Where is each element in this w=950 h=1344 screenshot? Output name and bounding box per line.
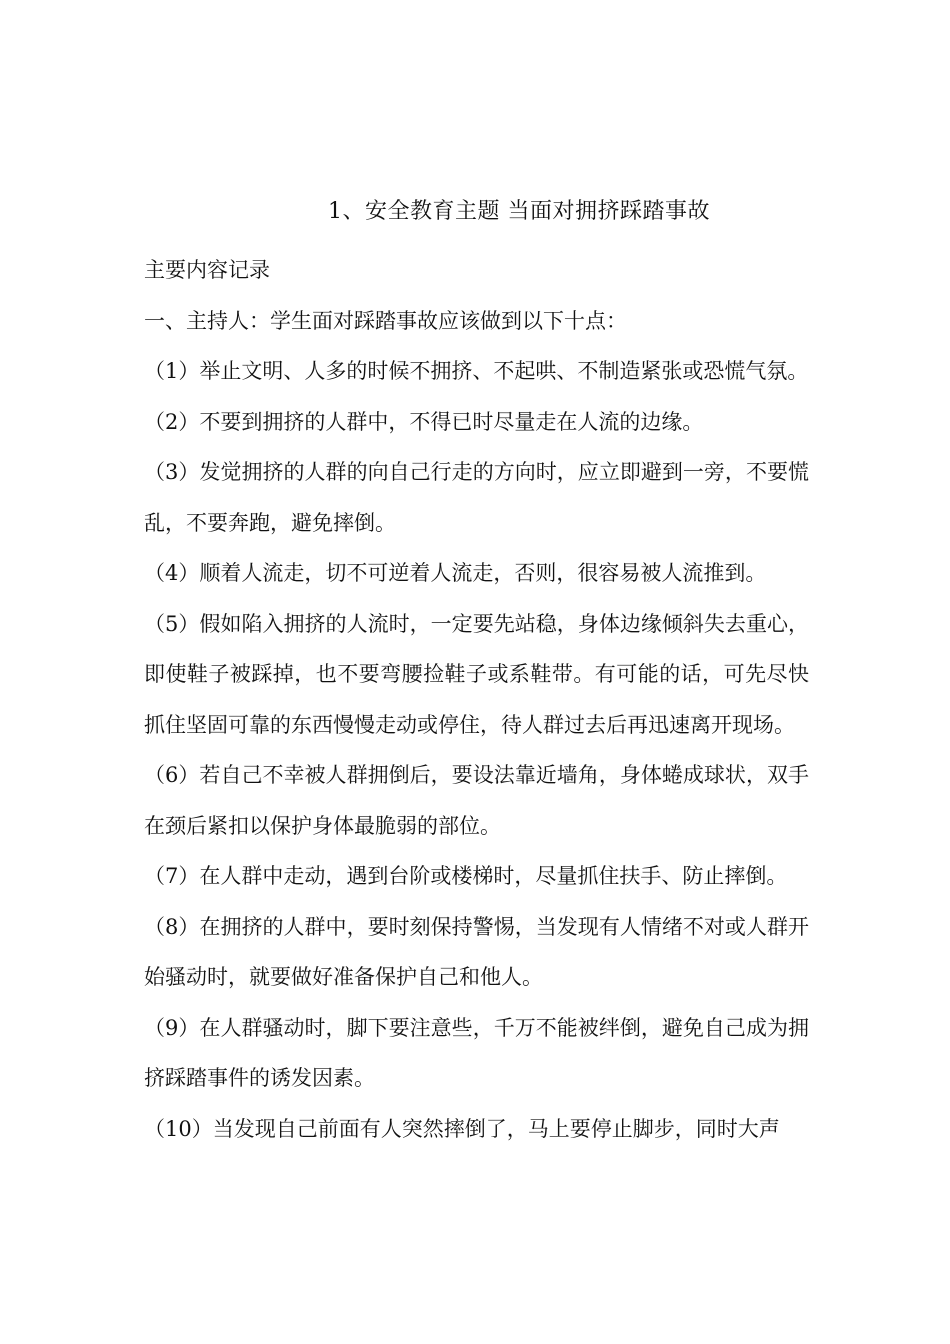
document-body bbox=[144, 245, 809, 1154]
list-item: （1）举止文明、人多的时候不拥挤、不起哄、不制造紧张或恐慌气氛。 bbox=[144, 359, 809, 383]
section-heading: 主要内容记录 bbox=[144, 258, 270, 282]
list-item: （10）当发现自己前面有人突然摔倒了，马上要停止脚步，同时大声 bbox=[144, 1116, 780, 1141]
list-item: （8）在拥挤的人群中，要时刻保持警惕，当发现有人情绪不对或人群开始骚动时，就要做好准备保护自己和他人。 bbox=[144, 914, 809, 989]
document-title: 1、安全教育主题 当面对拥挤踩踏事故 bbox=[328, 199, 710, 224]
list-item: （7）在人群中走动，遇到台阶或楼梯时，尽量抓住扶手、防止摔倒。 bbox=[144, 864, 788, 888]
list-item: （9）在人群骚动时，脚下要注意些，千万不能被绊倒，避免自己成为拥挤踩踏事件的诱发因素。 bbox=[144, 1015, 809, 1090]
list-item: （6）若自己不幸被人群拥倒后，要设法靠近墙角，身体蜷成球状，双手在颈后紧扣以保护身体最脆弱的部位。 bbox=[144, 763, 809, 838]
list-item: （5）假如陷入拥挤的人流时，一定要先站稳，身体边缘倾斜失去重心，即使鞋子被踩掉，也不要弯腰捡鞋子或系鞋带。有可能的话，可先尽快抓住坚固可靠的东西慢慢走动或停住，待人群过去后再迅速离开现场。 bbox=[144, 611, 809, 737]
list-item: （2）不要到拥挤的人群中，不得已时尽量走在人流的边缘。 bbox=[144, 409, 704, 434]
list-item: （3）发觉拥挤的人群的向自己行走的方向时，应立即避到一旁，不要慌乱，不要奔跑，避免摔倒。 bbox=[144, 460, 809, 535]
list-item: （4）顺着人流走，切不可逆着人流走，否则，很容易被人流推到。 bbox=[144, 561, 767, 585]
intro-paragraph: 一、主持人：学生面对踩踏事故应该做到以下十点： bbox=[144, 308, 627, 333]
